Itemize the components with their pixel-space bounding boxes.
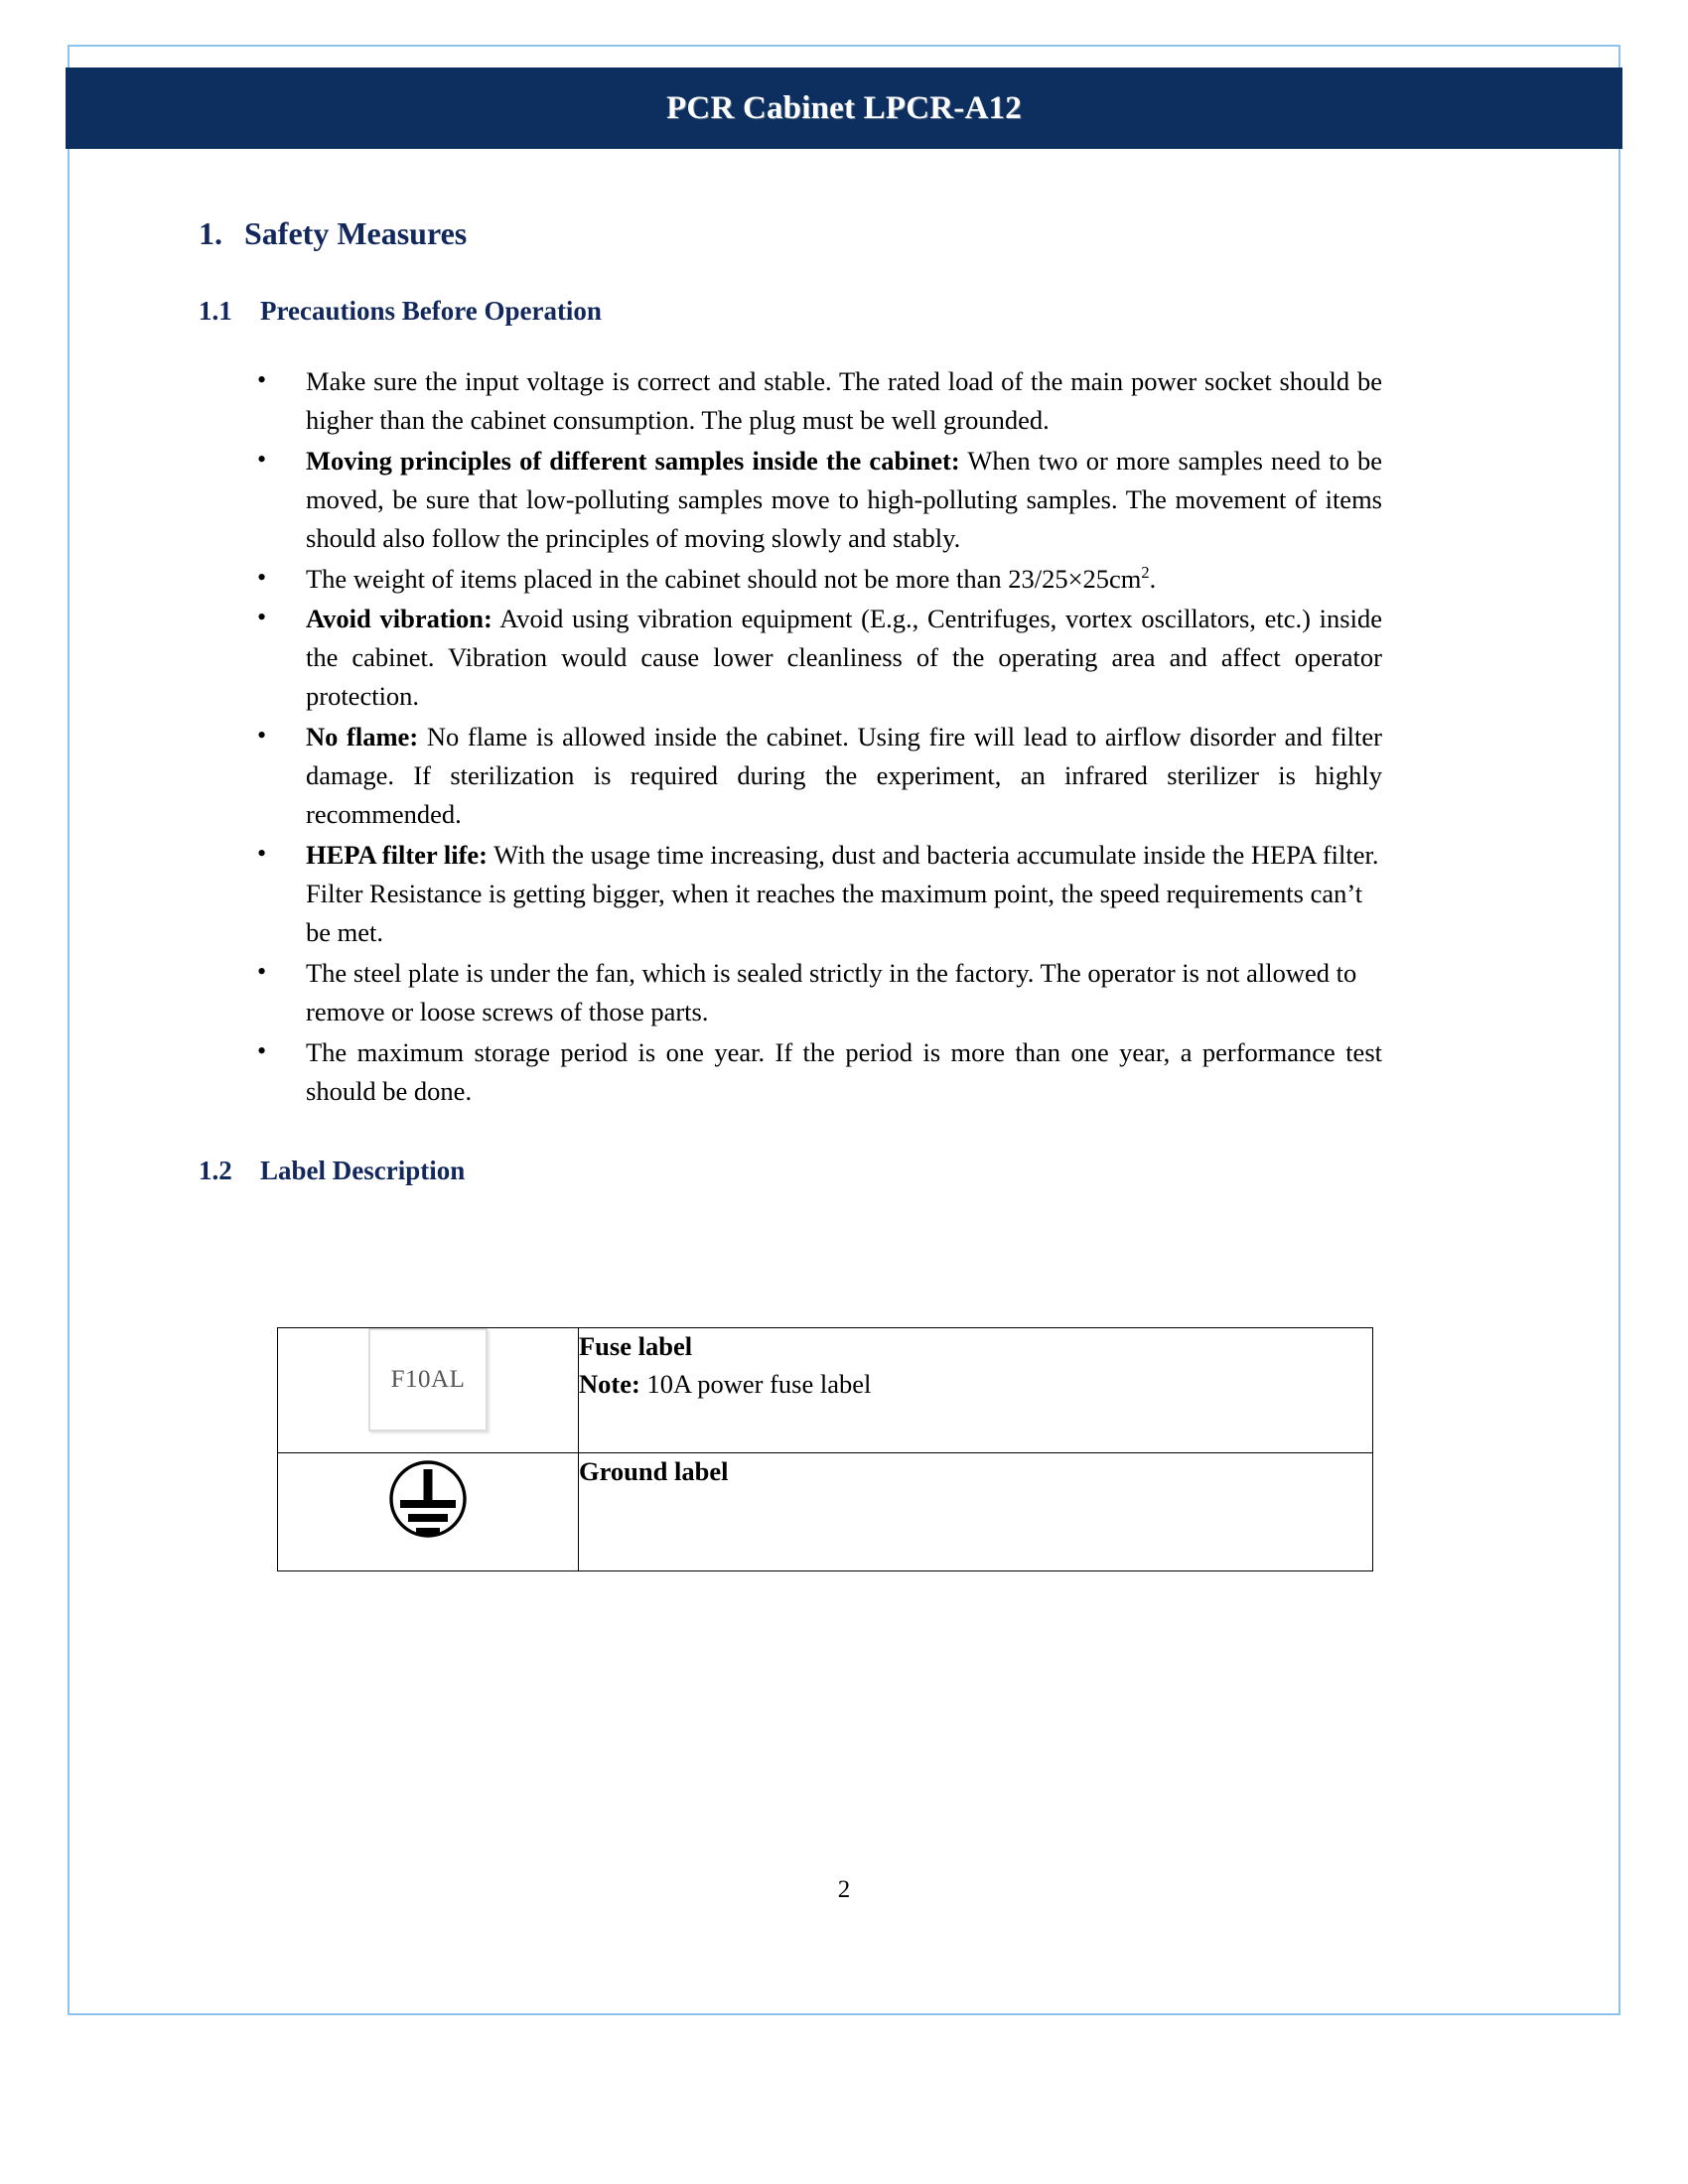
bullet-lead-text: Avoid vibration: xyxy=(306,604,492,634)
page-number: 2 xyxy=(837,1876,851,1903)
bullet-lead-text: No flame: xyxy=(306,722,419,752)
fuse-label-cell xyxy=(278,1328,579,1453)
fuse-label-description-cell xyxy=(579,1328,1373,1453)
list-item xyxy=(199,600,1382,716)
ground-label-cell xyxy=(278,1453,579,1571)
subsection-heading-1-1 xyxy=(199,295,1489,329)
ground-label-icon xyxy=(278,1453,578,1545)
subsection-title: Precautions Before Operation xyxy=(260,296,602,326)
bullet-body-text: When two or more samples need to be moved, be sure that low-polluting samples move to high-polluting samples. The movement of items should also follow the principles of moving slowly and stably. xyxy=(306,445,1383,553)
ground-label-description-cell xyxy=(579,1453,1373,1571)
subsection-number: 1.1 xyxy=(199,296,232,326)
fuse-note-label: Note: xyxy=(579,1368,640,1399)
list-item xyxy=(199,560,1382,599)
subsection-heading-1-2 xyxy=(199,1155,1489,1188)
bullet-body-text: The weight of items placed in the cabinet should not be more than 23/25×25cm xyxy=(306,563,1142,594)
fuse-note-text: 10A power fuse label xyxy=(639,1368,872,1399)
list-item xyxy=(199,954,1382,1031)
bullet-body-text: No flame is allowed inside the cabinet. Using fire will lead to airflow disorder and filter damage. If sterilization is required during the experiment, an infrared sterilizer is highly recommended. xyxy=(306,722,1382,830)
list-item xyxy=(199,362,1382,440)
subsection-title: Label Description xyxy=(260,1155,466,1185)
list-item xyxy=(199,442,1382,558)
bullet-tail-text: . xyxy=(1149,563,1157,594)
document-header-band xyxy=(66,68,1622,149)
fuse-label-title: Fuse label xyxy=(579,1331,693,1361)
bullet-body-text: Make sure the input voltage is correct and stable. The rated load of the main power socket should be higher than the cabinet consumption. The plug must be well grounded. xyxy=(306,365,1382,435)
bullet-lead-text: HEPA filter life: xyxy=(306,840,488,871)
table-row xyxy=(278,1328,1373,1453)
document-title: PCR Cabinet LPCR-A12 xyxy=(666,89,1022,126)
ground-label-title: Ground label xyxy=(579,1456,729,1486)
superscript-exponent: 2 xyxy=(1141,562,1150,582)
bullet-body-text: With the usage time increasing, dust and bacteria accumulate inside the HEPA filter. Filter Resistance is getting bigger, when it reaches the maximum point, the speed requirements can’t be met. xyxy=(306,840,1379,948)
section-number: 1. xyxy=(199,215,222,251)
list-item xyxy=(199,718,1382,834)
list-item xyxy=(199,836,1382,952)
subsection-number: 1.2 xyxy=(199,1155,232,1185)
bullet-body-text: The steel plate is under the fan, which is sealed strictly in the factory. The operator is not allowed to remove or loose screws of those parts. xyxy=(306,958,1357,1026)
section-heading-1 xyxy=(199,213,1489,253)
label-description-table xyxy=(277,1327,1373,1571)
precautions-bullet-list xyxy=(199,362,1489,1111)
document-content xyxy=(199,213,1489,1188)
bullet-lead-text: Moving principles of different samples inside the cabinet: xyxy=(306,445,960,476)
bullet-body-text: The maximum storage period is one year. If the period is more than one year, a performance test should be done. xyxy=(306,1036,1382,1106)
section-title: Safety Measures xyxy=(244,215,468,251)
bullet-body-text: Avoid using vibration equipment (E.g., Centrifuges, vortex oscillators, etc.) inside the cabinet. Vibration would cause lower cleanliness of the operating area and affect operator protection. xyxy=(306,604,1382,712)
list-item xyxy=(199,1033,1382,1111)
table-row xyxy=(278,1453,1373,1571)
fuse-label-icon: F10AL xyxy=(368,1328,488,1432)
